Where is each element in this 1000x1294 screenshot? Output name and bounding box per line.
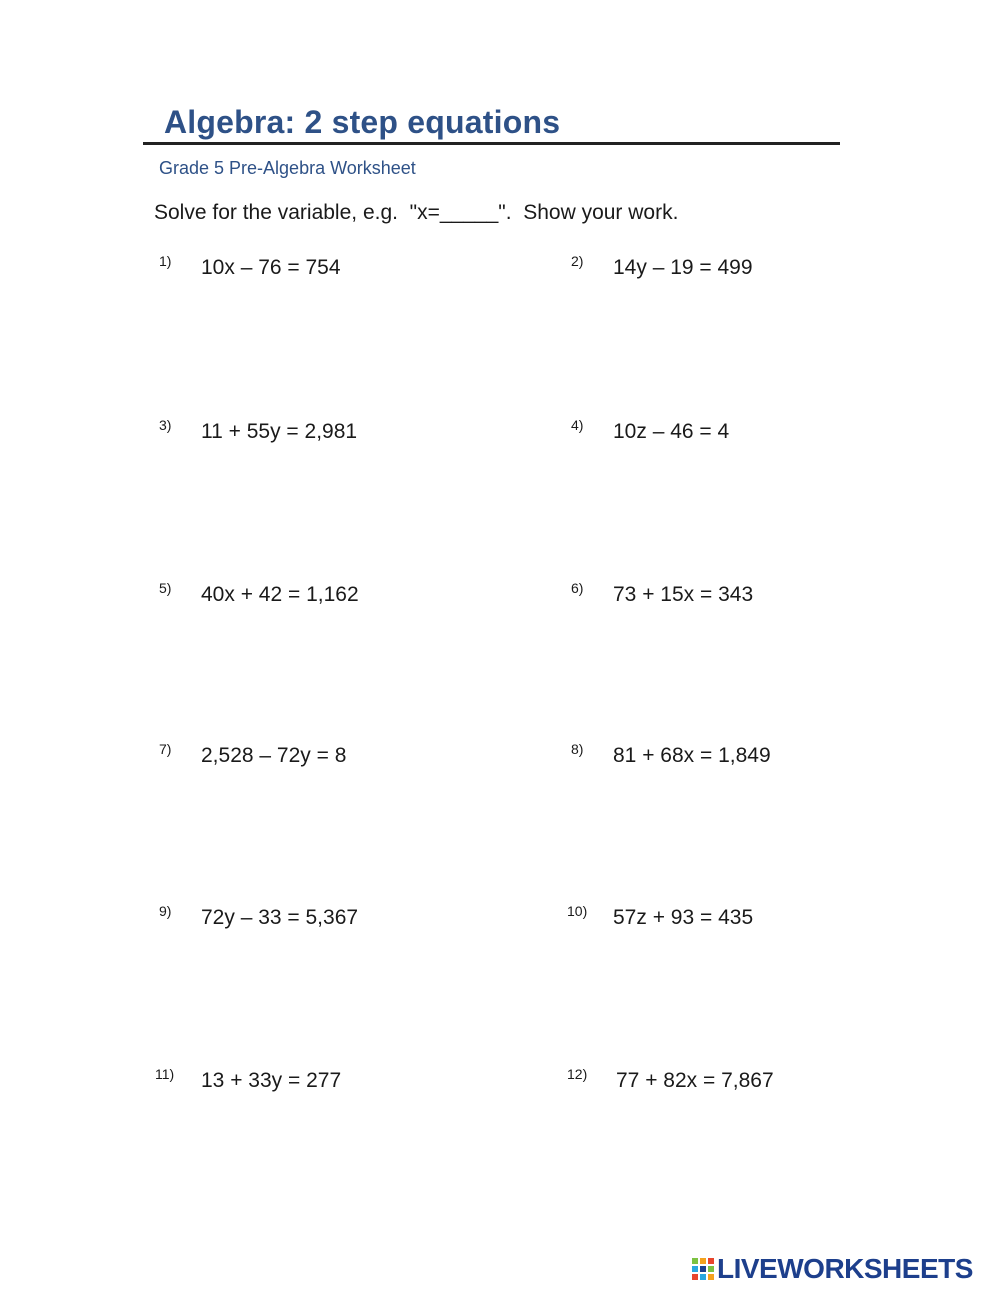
- problem-number: 3): [159, 417, 172, 433]
- page-title: Algebra: 2 step equations: [164, 104, 561, 140]
- problem-equation: 72y – 33 = 5,367: [201, 906, 359, 929]
- page-subtitle: Grade 5 Pre-Algebra Worksheet: [159, 158, 416, 178]
- problem-equation: 57z + 93 = 435: [613, 906, 754, 929]
- problem-equation: 2,528 – 72y = 8: [201, 744, 347, 767]
- problem-number: 7): [159, 741, 172, 757]
- problem-number: 4): [571, 417, 584, 433]
- problem-number: 9): [159, 903, 172, 919]
- logo-text: LIVEWORKSHEETS: [717, 1253, 973, 1284]
- problem-number: 12): [567, 1066, 588, 1082]
- problem-equation: 10x – 76 = 754: [201, 256, 341, 279]
- problem-number: 8): [571, 741, 584, 757]
- problem-equation: 10z – 46 = 4: [613, 420, 730, 443]
- problem-equation: 81 + 68x = 1,849: [613, 744, 771, 767]
- problem-number: 11): [155, 1066, 175, 1082]
- title-underline: [143, 142, 840, 145]
- problem-number: 5): [159, 580, 172, 596]
- problem-number: 2): [571, 253, 584, 269]
- problem-number: 10): [567, 903, 588, 919]
- problem-equation: 11 + 55y = 2,981: [201, 420, 358, 443]
- problem-equation: 13 + 33y = 277: [201, 1069, 342, 1092]
- liveworksheets-logo[interactable]: [692, 1254, 973, 1284]
- liveworksheets-logo-icon: [692, 1258, 714, 1280]
- problem-number: 1): [159, 253, 172, 269]
- problem-number: 6): [571, 580, 584, 596]
- instructions: Solve for the variable, e.g. "x=_____". Show your work.: [154, 201, 679, 224]
- problem-equation: 40x + 42 = 1,162: [201, 583, 359, 606]
- problem-equation: 14y – 19 = 499: [613, 256, 753, 279]
- problem-equation: 77 + 82x = 7,867: [616, 1069, 774, 1092]
- problem-equation: 73 + 15x = 343: [613, 583, 754, 606]
